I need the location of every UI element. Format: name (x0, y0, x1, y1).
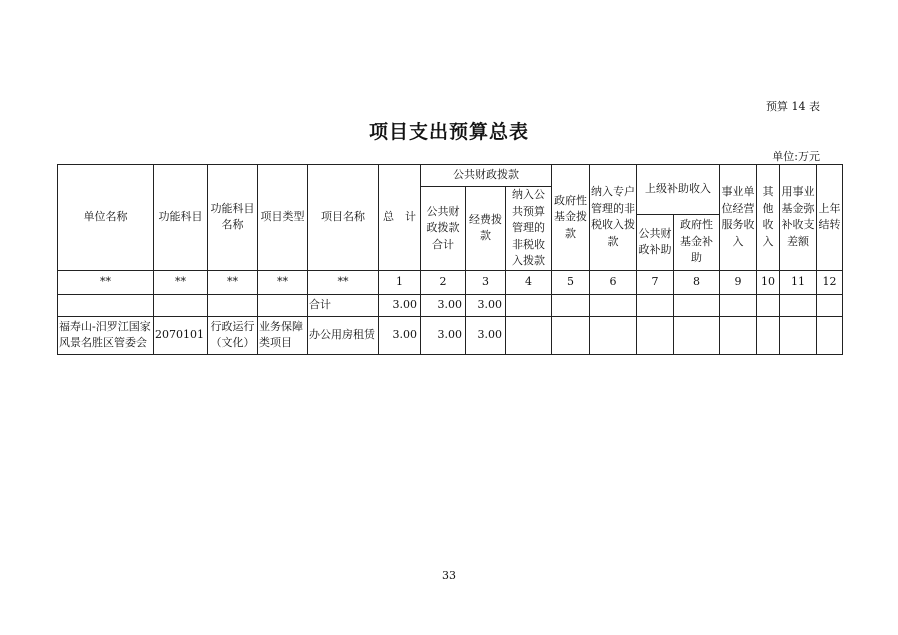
header-proj-name: 项目名称 (308, 165, 379, 271)
index-row (58, 270, 843, 294)
index-cell: 10 (757, 270, 780, 294)
header-carryover: 上年结转 (817, 165, 843, 271)
header-func-code: 功能科目 (154, 165, 208, 271)
index-cell: 7 (637, 270, 674, 294)
header-fund-offset: 用事业基金弥补收支差额 (780, 165, 817, 271)
header-sup-gov-fund: 政府性基金补助 (674, 214, 720, 270)
index-cell: 3 (466, 270, 506, 294)
total-fee-alloc: 3.00 (466, 294, 506, 316)
page-number: 33 (442, 569, 456, 582)
header-proj-type: 项目类型 (258, 165, 308, 271)
header-superior-subsidy: 上级补助收入 (637, 165, 720, 215)
row-func-code: 2070101 (154, 316, 208, 354)
index-cell: 8 (674, 270, 720, 294)
index-cell: 4 (506, 270, 552, 294)
row-proj-type: 业务保障类项目 (258, 316, 308, 354)
index-cell: ** (58, 270, 154, 294)
header-special-nontax: 纳入专户管理的非税收入拨款 (590, 165, 637, 271)
row-fee-alloc: 3.00 (466, 316, 506, 354)
row-func-name: 行政运行（文化） (208, 316, 258, 354)
unit-label: 单位:万元 (772, 150, 820, 163)
index-cell: 9 (720, 270, 757, 294)
header-row-1 (58, 165, 843, 187)
index-cell: 1 (379, 270, 421, 294)
header-fee-alloc: 经费拨款 (466, 187, 506, 271)
form-number: 预算 14 表 (766, 100, 820, 113)
index-cell: ** (258, 270, 308, 294)
header-other-income: 其他收入 (757, 165, 780, 271)
page-title: 项目支出预算总表 (368, 121, 529, 143)
budget-table (57, 164, 843, 355)
index-cell: ** (308, 270, 379, 294)
total-total: 3.00 (379, 294, 421, 316)
header-public-fin: 公共财政拨款 (421, 165, 552, 187)
header-unit-name: 单位名称 (58, 165, 154, 271)
header-gov-fund: 政府性基金拨款 (552, 165, 590, 271)
total-row (58, 294, 843, 316)
row-unit-name: 福寿山-汨罗江国家风景名胜区管委会 (58, 316, 154, 354)
total-public-fin: 3.00 (421, 294, 466, 316)
index-cell: 12 (817, 270, 843, 294)
header-public-fin-total: 公共财政拨款合计 (421, 187, 466, 271)
index-cell: 5 (552, 270, 590, 294)
index-cell: 11 (780, 270, 817, 294)
header-business-income: 事业单位经营服务收入 (720, 165, 757, 271)
row-proj-name: 办公用房租赁 (308, 316, 379, 354)
row-public-fin-total: 3.00 (421, 316, 466, 354)
index-cell: 2 (421, 270, 466, 294)
header-total: 总 计 (379, 165, 421, 271)
index-cell: 6 (590, 270, 637, 294)
index-cell: ** (208, 270, 258, 294)
index-cell: ** (154, 270, 208, 294)
row-total: 3.00 (379, 316, 421, 354)
table-row (58, 316, 843, 354)
total-label: 合计 (308, 294, 379, 316)
header-sup-public-fin: 公共财政补助 (637, 214, 674, 270)
header-func-name: 功能科目名称 (208, 165, 258, 271)
header-nontax-in-budget: 纳入公共预算管理的非税收入拨款 (506, 187, 552, 271)
